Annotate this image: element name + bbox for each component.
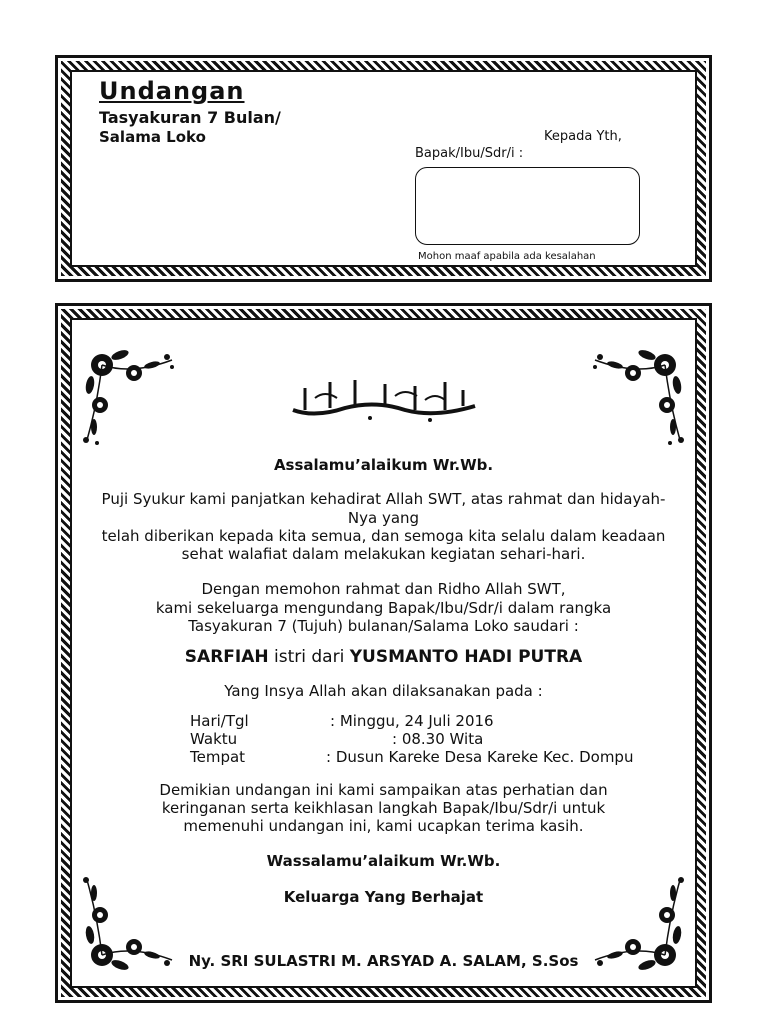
envelope-kepada: Kepada Yth, — [544, 129, 622, 144]
greeting-opening: Assalamu’alaikum Wr.Wb. — [273, 456, 494, 474]
floral-ornament-top-left-icon — [72, 335, 187, 450]
host-family: Keluarga Yang Berhajat — [283, 888, 484, 906]
paragraph-3-line-3: memenuhi undangan ini, kami ucapkan terima kasih. — [183, 817, 584, 835]
detail-label-time: Waktu — [190, 730, 238, 748]
event-intro: Yang Insya Allah akan dilaksanakan pada : — [224, 682, 543, 700]
paragraph-1-line-4: sehat walafiat dalam melakukan kegiatan sehari-hari. — [181, 545, 586, 563]
envelope-subtitle-2: Salama Loko — [99, 128, 206, 146]
envelope-apology-note: Mohon maaf apabila ada kesalahan — [418, 251, 596, 262]
paragraph-1-line-2: Nya yang — [347, 509, 420, 527]
detail-label-place: Tempat — [190, 748, 246, 766]
paragraph-3-line-1: Demikian undangan ini kami sampaikan atas perhatian dan — [159, 781, 608, 799]
recipient-address-box — [415, 167, 640, 245]
bismillah-calligraphy-icon — [285, 370, 485, 425]
greeting-closing: Wassalamu’alaikum Wr.Wb. — [266, 852, 501, 870]
envelope-title: Undangan — [99, 77, 245, 105]
detail-value-time: : 08.30 Wita — [392, 730, 484, 748]
envelope-subtitle-1: Tasyakuran 7 Bulan/ — [99, 108, 281, 127]
wife-name: SARFIAH — [184, 647, 269, 667]
paragraph-3-line-2: keringanan serta keikhlasan langkah Bapak/Ibu/Sdr/i untuk — [161, 799, 606, 817]
floral-ornament-top-right-icon — [580, 335, 695, 450]
paragraph-2-line-1: Dengan memohon rahmat dan Ridho Allah SWT, — [201, 580, 566, 598]
envelope-recipient-label: Bapak/Ibu/Sdr/i : — [415, 146, 524, 161]
detail-value-place: : Dusun Kareke Desa Kareke Kec. Dompu — [326, 748, 634, 766]
paragraph-1-line-1: Puji Syukur kami panjatkan kehadirat Allah SWT, atas rahmat dan hidayah- — [101, 490, 666, 508]
couple-names — [55, 647, 712, 667]
signatories: Ny. SRI SULASTRI M. ARSYAD A. SALAM, S.Sos — [188, 952, 579, 970]
detail-value-date: : Minggu, 24 Juli 2016 — [330, 712, 494, 730]
paragraph-1-line-3: telah diberikan kepada kita semua, dan semoga kita selalu dalam keadaan — [101, 527, 666, 545]
name-connector: istri dari — [268, 647, 350, 667]
detail-label-date: Hari/Tgl — [190, 712, 249, 730]
paragraph-2-line-2: kami sekeluarga mengundang Bapak/Ibu/Sdr/i dalam rangka — [155, 599, 612, 617]
paragraph-2-line-3: Tasyakuran 7 (Tujuh) bulanan/Salama Loko saudari : — [188, 617, 579, 635]
husband-name: YUSMANTO HADI PUTRA — [349, 647, 583, 667]
